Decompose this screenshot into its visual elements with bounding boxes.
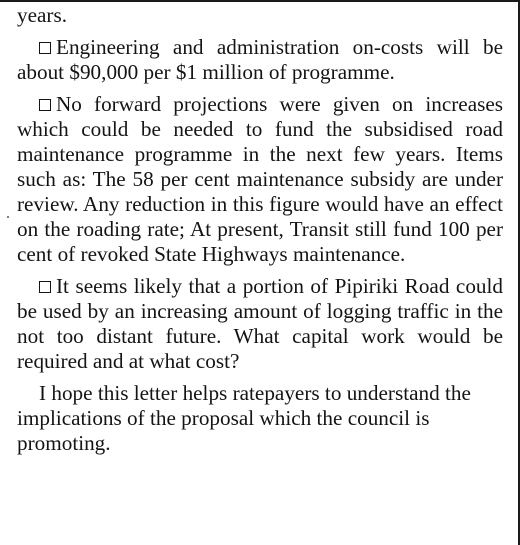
- bullet-paragraph-projections: [17, 92, 503, 267]
- paragraph-text: It seems likely that a portion of Pipiriki Road could be used by an increasing amount of logging traffic in the not too distant future. What capital work would be required and at what cost?: [17, 274, 503, 373]
- scan-speck: [7, 216, 9, 218]
- checkbox-icon: [39, 99, 51, 111]
- letter-text-column: [17, 3, 503, 463]
- checkbox-icon: [39, 42, 51, 54]
- paragraph-continuation: [17, 3, 503, 28]
- paragraph-text: No forward projections were given on increases which could be needed to fund the subsidised road maintenance programme in the next few years. Items such as: The 58 per cent maintenance subsidy are under review. Any reduction in this figure would have an effect on the roading rate; At present, Transit still fund 100 per cent of revoked State Highways maintenance.: [17, 92, 503, 266]
- paragraph-text: Engineering and administration on-costs will be about $90,000 per $1 million of programme.: [17, 35, 503, 84]
- bullet-paragraph-oncosts: [17, 35, 503, 85]
- bullet-paragraph-pipiriki-road: [17, 274, 503, 374]
- paragraph-text: years.: [17, 3, 67, 27]
- checkbox-icon: [39, 281, 51, 293]
- closing-paragraph: [17, 381, 503, 456]
- top-rule: [0, 0, 518, 2]
- paragraph-text: I hope this letter helps ratepayers to understand the implications of the proposal which the council is promoting.: [17, 381, 471, 455]
